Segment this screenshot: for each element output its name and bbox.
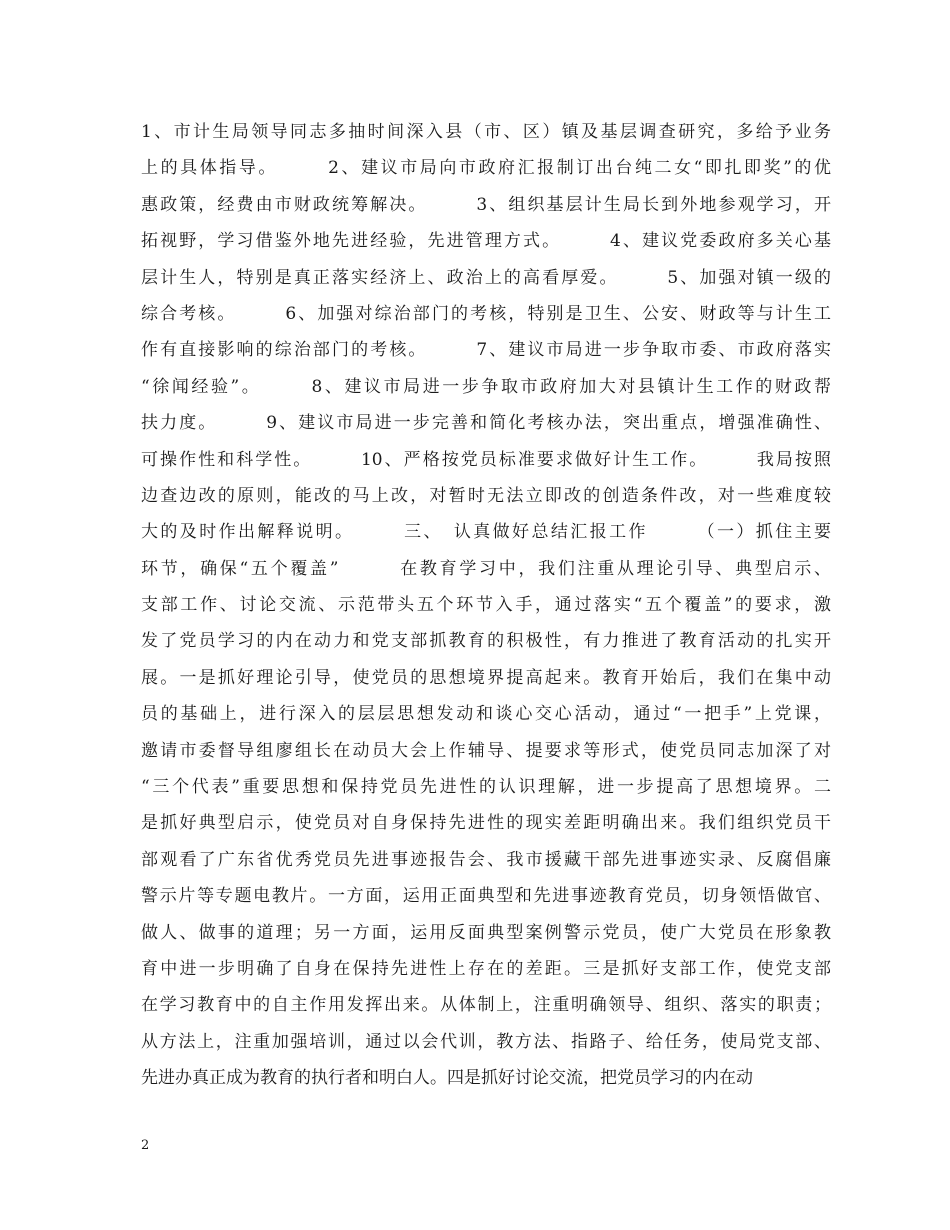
- text-line: 大的及时作出解释说明。 三、 认真做好总结汇报工作 （一）抓住主要: [141, 522, 831, 543]
- text-line: “三个代表”重要思想和保持党员先进性的认识理解，进一步提高了思想境界。二: [141, 777, 831, 798]
- text-line: 上的具体指导。 2、建议市局向市政府汇报制订出台纯二女“即扎即奖”的优: [141, 158, 831, 179]
- text-line: 环节，确保“五个覆盖” 在教育学习中，我们注重从理论引导、典型启示、: [141, 558, 831, 579]
- text-line: 拓视野，学习借鉴外地先进经验，先进管理方式。 4、建议党委政府多关心基: [141, 231, 831, 252]
- text-line: 警示片等专题电教片。一方面，运用正面典型和先进事迹教育党员，切身领悟做官、: [141, 886, 831, 907]
- text-line: 可操作性和科学性。 10、严格按党员标准要求做好计生工作。 我局按照: [141, 449, 831, 470]
- page-number: 2: [141, 1138, 150, 1153]
- body-text: [141, 114, 831, 1097]
- text-line: 从方法上，注重加强培训，通过以会代训，教方法、指路子、给任务，使局党支部、: [141, 1031, 831, 1052]
- text-line: 作有直接影响的综治部门的考核。 7、建议市局进一步争取市委、市政府落实: [141, 340, 831, 361]
- text-line: 综合考核。 6、加强对综治部门的考核，特别是卫生、公安、财政等与计生工: [141, 303, 831, 324]
- text-line: 层计生人，特别是真正落实经济上、政治上的高看厚爱。 5、加强对镇一级的: [141, 267, 831, 288]
- text-line: 先进办真正成为教育的执行者和明白人。四是抓好讨论交流，把党员学习的内在动: [141, 1068, 753, 1089]
- text-line: “徐闻经验”。 8、建议市局进一步争取市政府加大对县镇计生工作的财政帮: [141, 376, 831, 397]
- text-line: 展。一是抓好理论引导，使党员的思想境界提高起来。教育开始后，我们在集中动: [141, 667, 831, 688]
- text-line: 是抓好典型启示，使党员对自身保持先进性的现实差距明确出来。我们组织党员干: [141, 813, 831, 834]
- text-line: 在学习教育中的自主作用发挥出来。从体制上，注重明确领导、组织、落实的职责；: [141, 995, 831, 1016]
- text-line: 员的基础上，进行深入的层层思想发动和谈心交心活动，通过“一把手”上党课，: [141, 704, 831, 725]
- text-line: 边查边改的原则，能改的马上改，对暂时无法立即改的创造条件改，对一些难度较: [141, 485, 831, 506]
- text-line: 部观看了广东省优秀党员先进事迹报告会、我市援藏干部先进事迹实录、反腐倡廉: [141, 849, 831, 870]
- text-line: 扶力度。 9、建议市局进一步完善和简化考核办法，突出重点，增强准确性、: [141, 413, 831, 434]
- text-line: 做人、做事的道理；另一方面，运用反面典型案例警示党员，使广大党员在形象教: [141, 922, 831, 943]
- text-line: 邀请市委督导组廖组长在动员大会上作辅导、提要求等形式，使党员同志加深了对: [141, 740, 831, 761]
- text-line: 支部工作、讨论交流、示范带头五个环节入手，通过落实“五个覆盖”的要求，激: [141, 595, 831, 616]
- text-line: 1、市计生局领导同志多抽时间深入县（市、区）镇及基层调查研究，多给予业务: [141, 122, 831, 142]
- text-line: 惠政策，经费由市财政统筹解决。 3、组织基层计生局长到外地参观学习，开: [141, 194, 831, 215]
- text-line: 发了党员学习的内在动力和党支部抓教育的积极性，有力推进了教育活动的扎实开: [141, 631, 831, 652]
- text-line: 育中进一步明确了自身在保持先进性上存在的差距。三是抓好支部工作，使党支部: [141, 958, 831, 979]
